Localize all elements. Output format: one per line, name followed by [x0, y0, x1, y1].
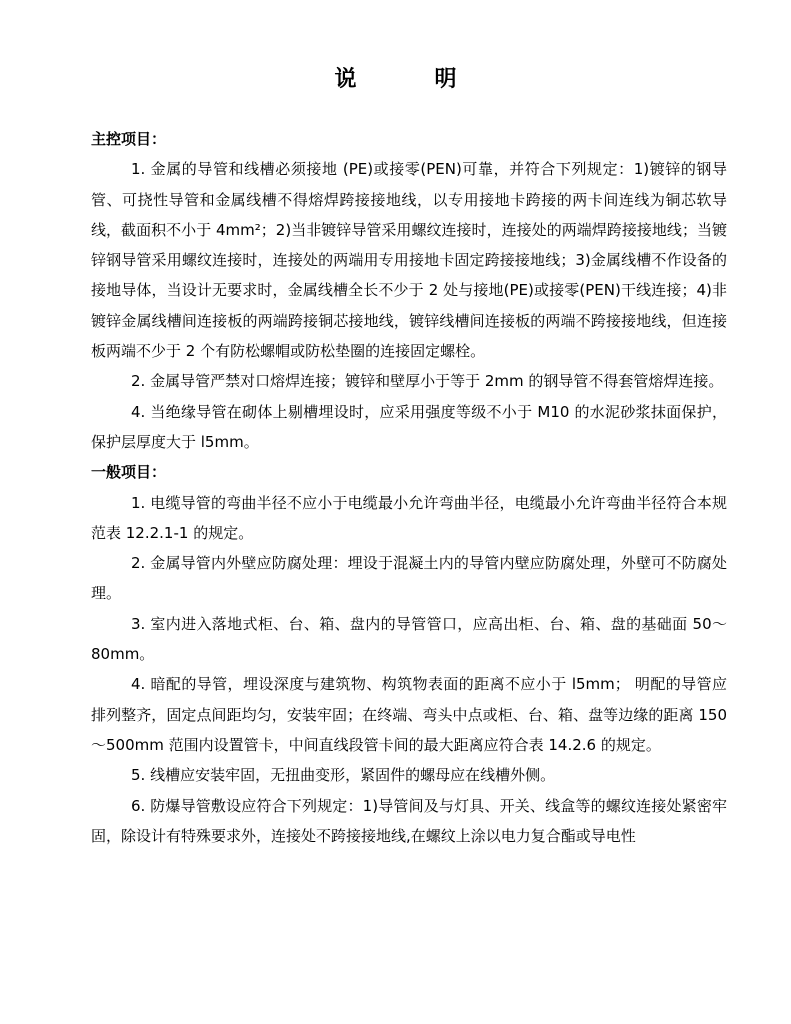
- paragraph: 4. 当绝缘导管在砌体上剔槽埋设时，应采用强度等级不小于 M10 的水泥砂浆抹面保护，保护层厚度大于 l5mm。: [91, 402, 727, 451]
- section-heading-general: 一般项目：: [91, 463, 167, 482]
- paragraph: 2. 金属导管内外壁应防腐处理：埋设于混凝土内的导管内壁应防腐处理，外壁可不防腐处理。: [91, 554, 727, 603]
- document-body: [91, 124, 727, 851]
- section-heading-main-control: 主控项目：: [91, 130, 167, 148]
- paragraph: 2. 金属导管严禁对口熔焊连接；镀锌和壁厚小于等于 2mm 的钢导管不得套管熔焊连接。: [131, 372, 724, 391]
- paragraph: 1. 电缆导管的弯曲半径不应小于电缆最小允许弯曲半径，电缆最小允许弯曲半径符合本规范表 12.2.1-1 的规定。: [91, 493, 727, 542]
- paragraph: 4. 暗配的导管，埋设深度与建筑物、构筑物表面的距离不应小于 l5mm； 明配的导管应排列整齐，固定点间距均匀，安装牢固；在终端、弯头中点或柜、台、箱、盘等边缘的距离 150～500mm 范围内设置管卡，中间直线段管卡间的最大距离应符合表 14.2.6 的规定。: [91, 675, 727, 754]
- paragraph: 3. 室内进入落地式柜、台、箱、盘内的导管管口，应高出柜、台、箱、盘的基础面 50～80mm。: [91, 614, 727, 664]
- page-title: 说 明: [334, 67, 485, 92]
- paragraph: 6. 防爆导管敷设应符合下列规定：1)导管间及与灯具、开关、线盒等的螺纹连接处紧密牢固，除设计有特殊要求外，连接处不跨接接地线,在螺纹上涂以电力复合酯或导电性: [91, 796, 727, 845]
- paragraph: 5. 线槽应安装牢固，无扭曲变形，紧固件的螺母应在线槽外侧。: [131, 766, 556, 785]
- paragraph: 1. 金属的导管和线槽必须接地 (PE)或接零(PEN)可靠，并符合下列规定：1)镀锌的钢导管、可挠性导管和金属线槽不得熔焊跨接接地线，以专用接地卡跨接的两卡间连线为铜芯软导线，截面积不小于 4mm²；2)当非镀锌导管采用螺纹连接时，连接处的两端焊跨接接地线；当镀锌钢导管采用螺纹连接时，连接处的两端用专用接地卡固定跨接接地线；3)金属线槽不作设备的接地导体，当设计无要求时，金属线槽全长不少于 2 处与接地(PE)或接零(PEN)干线连接；4)非镀锌金属线槽间连接板的两端跨接铜芯接地线，镀锌线槽间连接板的两端不跨接接地线，但连接板两端不少于 2 个有防松螺帽或防松垫圈的连接固定螺栓。: [91, 160, 727, 361]
